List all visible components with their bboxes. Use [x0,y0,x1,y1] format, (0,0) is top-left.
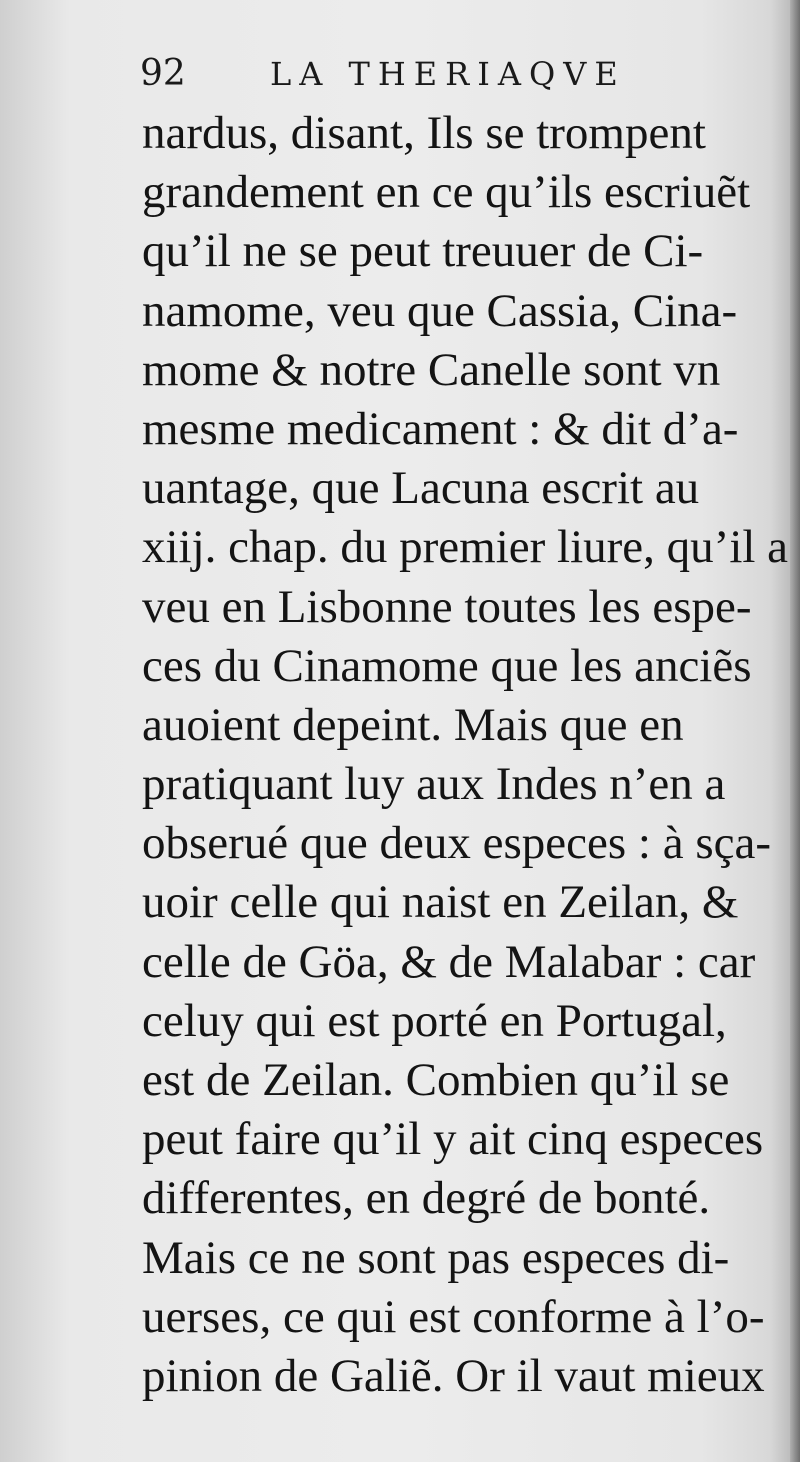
text-line: differentes, en degré de bonté. [142,1172,711,1225]
text-line: xiij. chap. du premier liure, qu’il a [142,521,789,574]
text-line: pratiquant luy aux Indes n’en a [142,758,726,811]
text-line: qu’il ne se peut treuuer de Ci- [142,225,704,278]
page-number: 92 [140,53,186,94]
text-line: pinion de Galiẽ. Or il vaut mieux [142,1349,765,1402]
text-line: est de Zeilan. Combien qu’il se [142,1054,730,1106]
text-line: Mais ce ne sont pas especes di- [142,1231,730,1284]
running-title: LA THERIAQVE [270,55,626,93]
text-line: uantage, que Lacuna escrit au [142,462,700,515]
book-gutter-shadow [790,0,800,1462]
text-line: auoient depeint. Mais que en [142,698,684,751]
text-line: nardus, disant, Ils se trompent [142,107,706,159]
text-line: mome & notre Canelle sont vn [142,343,721,396]
page-header [140,48,700,100]
text-line: peut faire qu’il y ait cinq especes [142,1113,764,1166]
text-line: uoir celle qui naist en Zeilan, & [142,876,739,929]
text-line: veu en Lisbonne toutes les espe- [142,580,752,633]
body-text [142,104,792,1406]
text-line: uerses, ce qui est conforme à l’o- [142,1290,765,1343]
text-line: mesme medicament : & dit d’a- [142,402,739,455]
text-line: obserué que deux especes : à sça- [142,817,771,870]
text-line: grandement en ce qu’ils escriuẽt [142,166,751,219]
text-line: ces du Cinamome que les anciẽs [142,639,752,692]
text-line: celle de Göa, & de Malabar : car [142,935,756,988]
text-line: namome, veu que Cassia, Cina- [142,284,738,337]
text-line: celuy qui est porté en Portugal, [142,994,727,1047]
